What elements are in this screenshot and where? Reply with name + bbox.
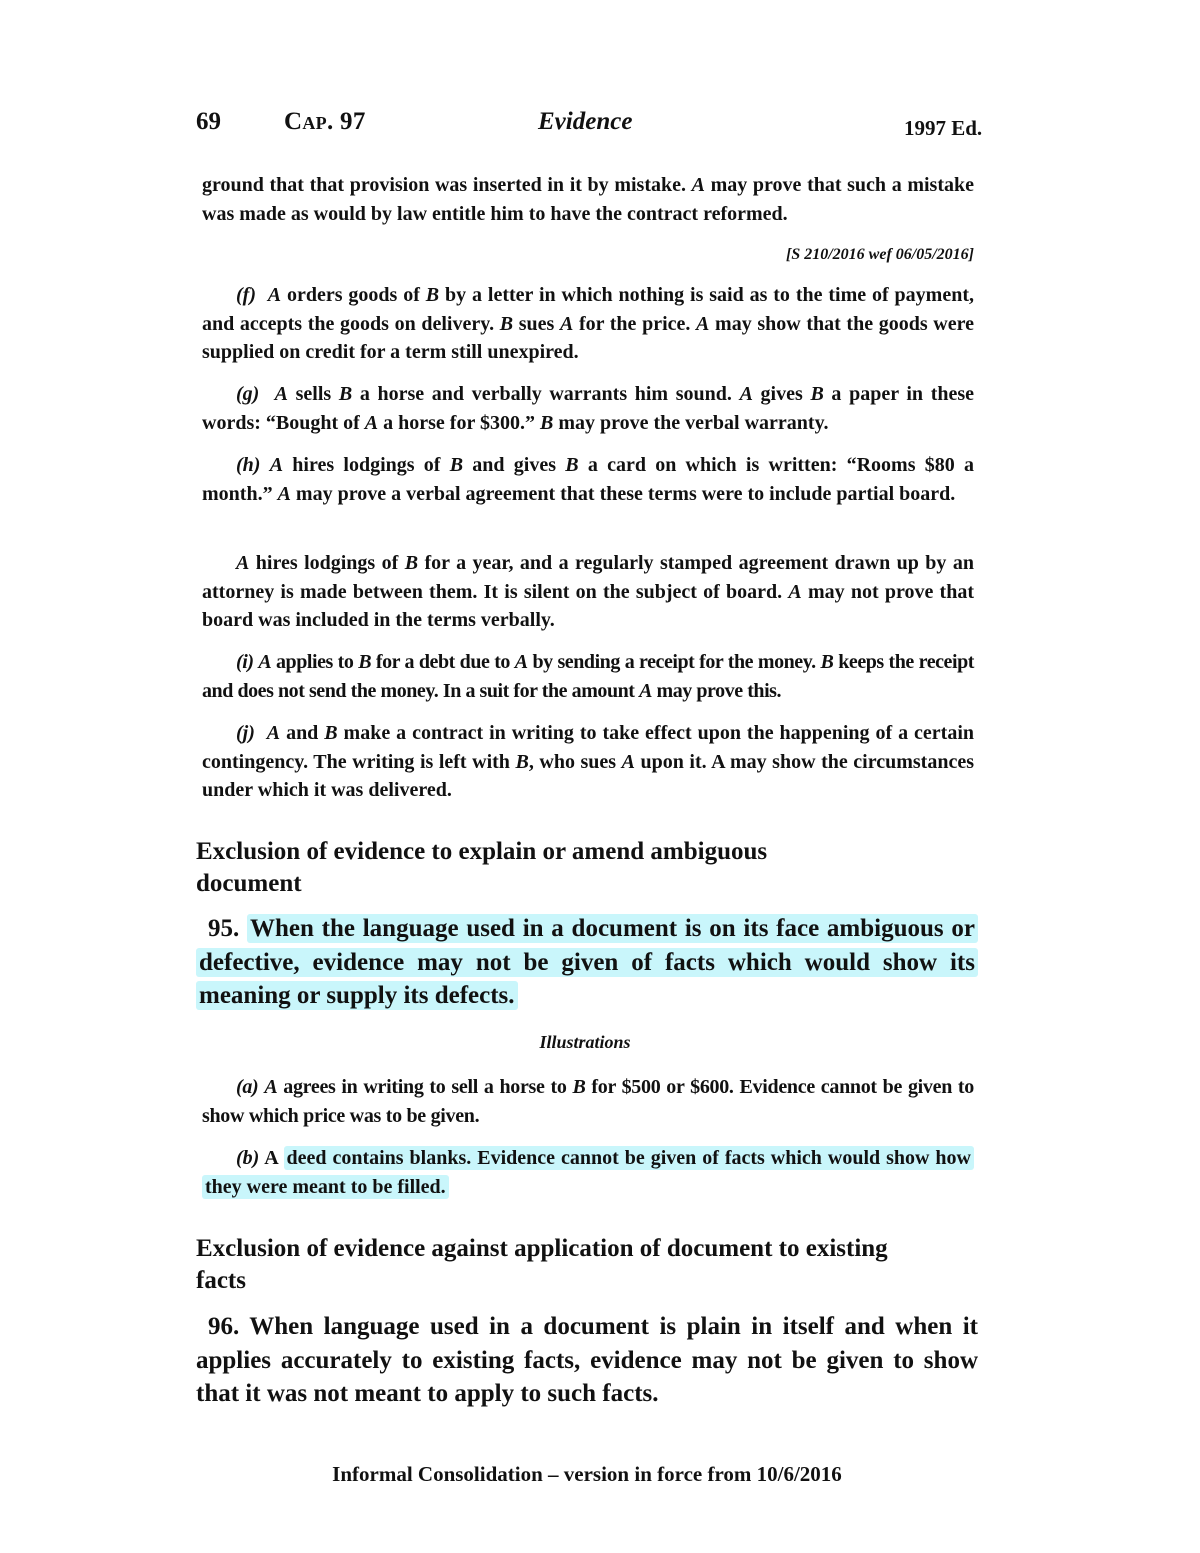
header-chapter bbox=[284, 104, 366, 140]
illustration-h: (h) A hires lodgings of B and gives B a card on which is written: “Rooms $80 a month.” A may prove a verbal agreement that these terms were to include partial board. bbox=[202, 454, 974, 505]
page-footer: Informal Consolidation – version in force from 10/6/2016 bbox=[332, 1462, 842, 1486]
section-95-heading: Exclusion of evidence to explain or amend ambiguous document bbox=[196, 838, 768, 897]
section-96-body bbox=[196, 1310, 978, 1411]
header-page-number: 69 bbox=[196, 108, 221, 135]
section-95-number: 95. bbox=[208, 915, 240, 942]
amendment-reference: [S 210/2016 wef 06/05/2016] bbox=[786, 246, 974, 263]
illustration-95-b-highlight: deed contains blanks. Evidence cannot be given of facts which would show how they were meant to be filled. bbox=[202, 1146, 974, 1199]
header-title: Evidence bbox=[538, 108, 633, 135]
section-96-heading: Exclusion of evidence against application of document to existing facts bbox=[196, 1235, 888, 1294]
illustration-g: (g) A sells B a horse and verbally warrants him sound. A gives B a paper in these words: “Bought of A a horse for $300.” B may prove the verbal warranty. bbox=[202, 383, 975, 434]
section-96-number: 96. bbox=[208, 1313, 240, 1340]
illustration-f: (f) A orders goods of B by a letter in which nothing is said as to the time of payment, and accepts the goods on delivery. B sues A for the price. A may show that the goods were supplied on credit for a term still unexpired. bbox=[202, 284, 975, 363]
continuation-paragraph: ground that that provision was inserted in it by mistake. A may prove that such a mistake was made as would by law entitle him to have the contract reformed. bbox=[202, 174, 974, 225]
illustration-95-b: (b) A deed contains blanks. Evidence cannot be given of facts which would show how they were meant to be filled. bbox=[202, 1144, 974, 1201]
illustrations-label: Illustrations bbox=[539, 1032, 631, 1052]
section-95-body bbox=[196, 912, 978, 1013]
section-95-highlight: When the language used in a document is on its face ambiguous or defective, evidence may not be given of facts which would show its meaning or supply its defects. bbox=[196, 914, 978, 1010]
header-edition: 1997 Ed. bbox=[904, 116, 983, 140]
section-96-text: When language used in a document is plain in itself and when it applies accurately to existing facts, evidence may not be given to show that it was not meant to apply to such facts. bbox=[196, 1313, 978, 1407]
header-cap-number: . 97 bbox=[326, 108, 366, 135]
illustration-i: (i) A applies to B for a debt due to A by sending a receipt for the money. B keeps the receipt and does not send the money. In a suit for the amount A may prove this. bbox=[202, 651, 974, 702]
header-cap-prefix: Cap bbox=[284, 108, 327, 135]
illustration-j: (j) A and B make a contract in writing to take effect upon the happening of a certain contingency. The writing is left with B, who sues A upon it. A may show the circumstances under which it was delivered. bbox=[202, 722, 975, 801]
illustration-95-a: (a) A agrees in writing to sell a horse to B for $500 or $600. Evidence cannot be given to show which price was to be given. bbox=[202, 1076, 974, 1127]
illustration-h-continued: A hires lodgings of B for a year, and a regularly stamped agreement drawn up by an attorney is made between them. It is silent on the subject of board. A may not prove that board was included in the terms verbally. bbox=[202, 552, 974, 631]
